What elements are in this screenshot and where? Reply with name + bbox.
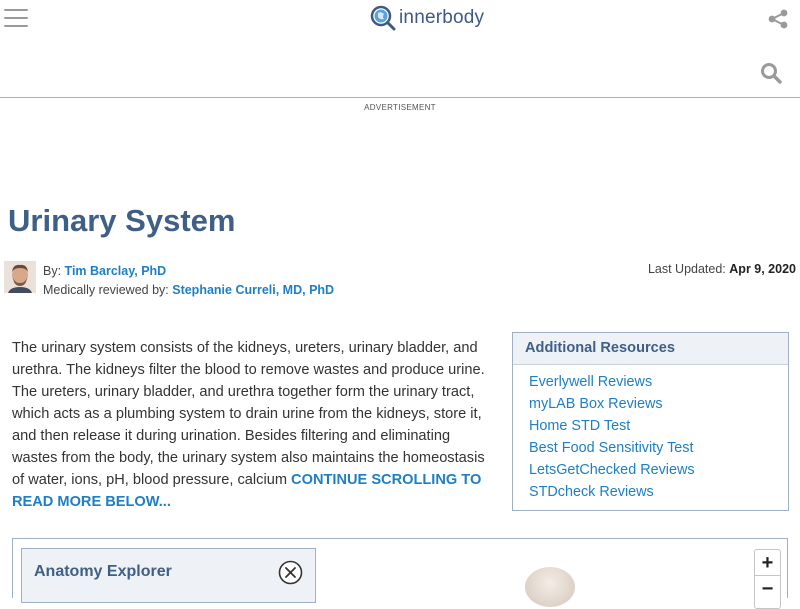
anatomy-explorer — [12, 538, 788, 598]
byline — [43, 262, 334, 300]
list-item — [529, 415, 788, 437]
explorer-panel — [21, 548, 316, 603]
zoom-out-button[interactable]: − — [761, 578, 774, 600]
updated-label: Last Updated: — [647, 262, 726, 276]
share-icon[interactable] — [767, 9, 789, 29]
menu-icon[interactable] — [4, 9, 28, 29]
zoom-in-button[interactable]: + — [755, 550, 780, 576]
page-title: Urinary System — [8, 203, 236, 238]
resource-link[interactable]: Home STD Test — [529, 418, 631, 434]
resource-link[interactable]: LetsGetChecked Reviews — [529, 462, 695, 478]
resource-link[interactable]: STDcheck Reviews — [529, 484, 654, 500]
updated-date: Apr 9, 2020 — [729, 262, 796, 276]
avatar-image — [4, 261, 36, 293]
search-icon[interactable] — [760, 62, 782, 84]
advertisement-label: ADVERTISEMENT — [364, 103, 436, 112]
list-item — [529, 393, 788, 415]
additional-resources-box — [512, 332, 789, 511]
author-avatar[interactable] — [4, 261, 36, 293]
resource-link[interactable]: myLAB Box Reviews — [529, 396, 663, 412]
resource-link[interactable]: Best Food Sensitivity Test — [529, 440, 694, 456]
last-updated — [648, 262, 796, 276]
intro-paragraph — [12, 337, 492, 513]
reviewer-link[interactable]: Stephanie Curreli, MD, PhD — [172, 283, 335, 297]
list-item — [529, 459, 788, 481]
author-link[interactable]: Tim Barclay, PhD — [64, 264, 167, 278]
resources-title: Additional Resources — [513, 333, 788, 365]
logo-icon — [370, 5, 396, 31]
zoom-control — [754, 549, 781, 609]
list-item — [529, 437, 788, 459]
list-item — [529, 481, 788, 503]
resource-link[interactable]: Everlywell Reviews — [529, 374, 653, 390]
site-logo[interactable] — [370, 4, 484, 32]
reviewed-label: Medically reviewed by: — [43, 283, 169, 297]
explorer-title: Anatomy Explorer — [34, 563, 172, 580]
continue-reading-link[interactable]: CONTINUE SCROLLING TO READ MORE BELOW... — [12, 472, 482, 510]
logo-text: innerbody — [399, 7, 485, 28]
site-header — [0, 0, 800, 98]
by-label: By: — [43, 264, 62, 278]
list-item — [529, 371, 788, 393]
close-icon[interactable] — [278, 560, 303, 585]
resources-list — [513, 365, 788, 503]
anatomy-model-figure[interactable] — [525, 567, 575, 607]
intro-text: The urinary system consists of the kidneys, ureters, urinary bladder, and urethra. The kidneys filter the blood to remove wastes and produce urine. The ureters, urinary bladder, and urethra together form the urinary tract, which acts as a plumbing system to drain urine from the kidneys, store it, and then release it during urination. Besides filtering and eliminating wastes from the body, the urinary system also maintains the homeostasis of water, ions, pH, blood pressure, calcium — [12, 340, 485, 488]
